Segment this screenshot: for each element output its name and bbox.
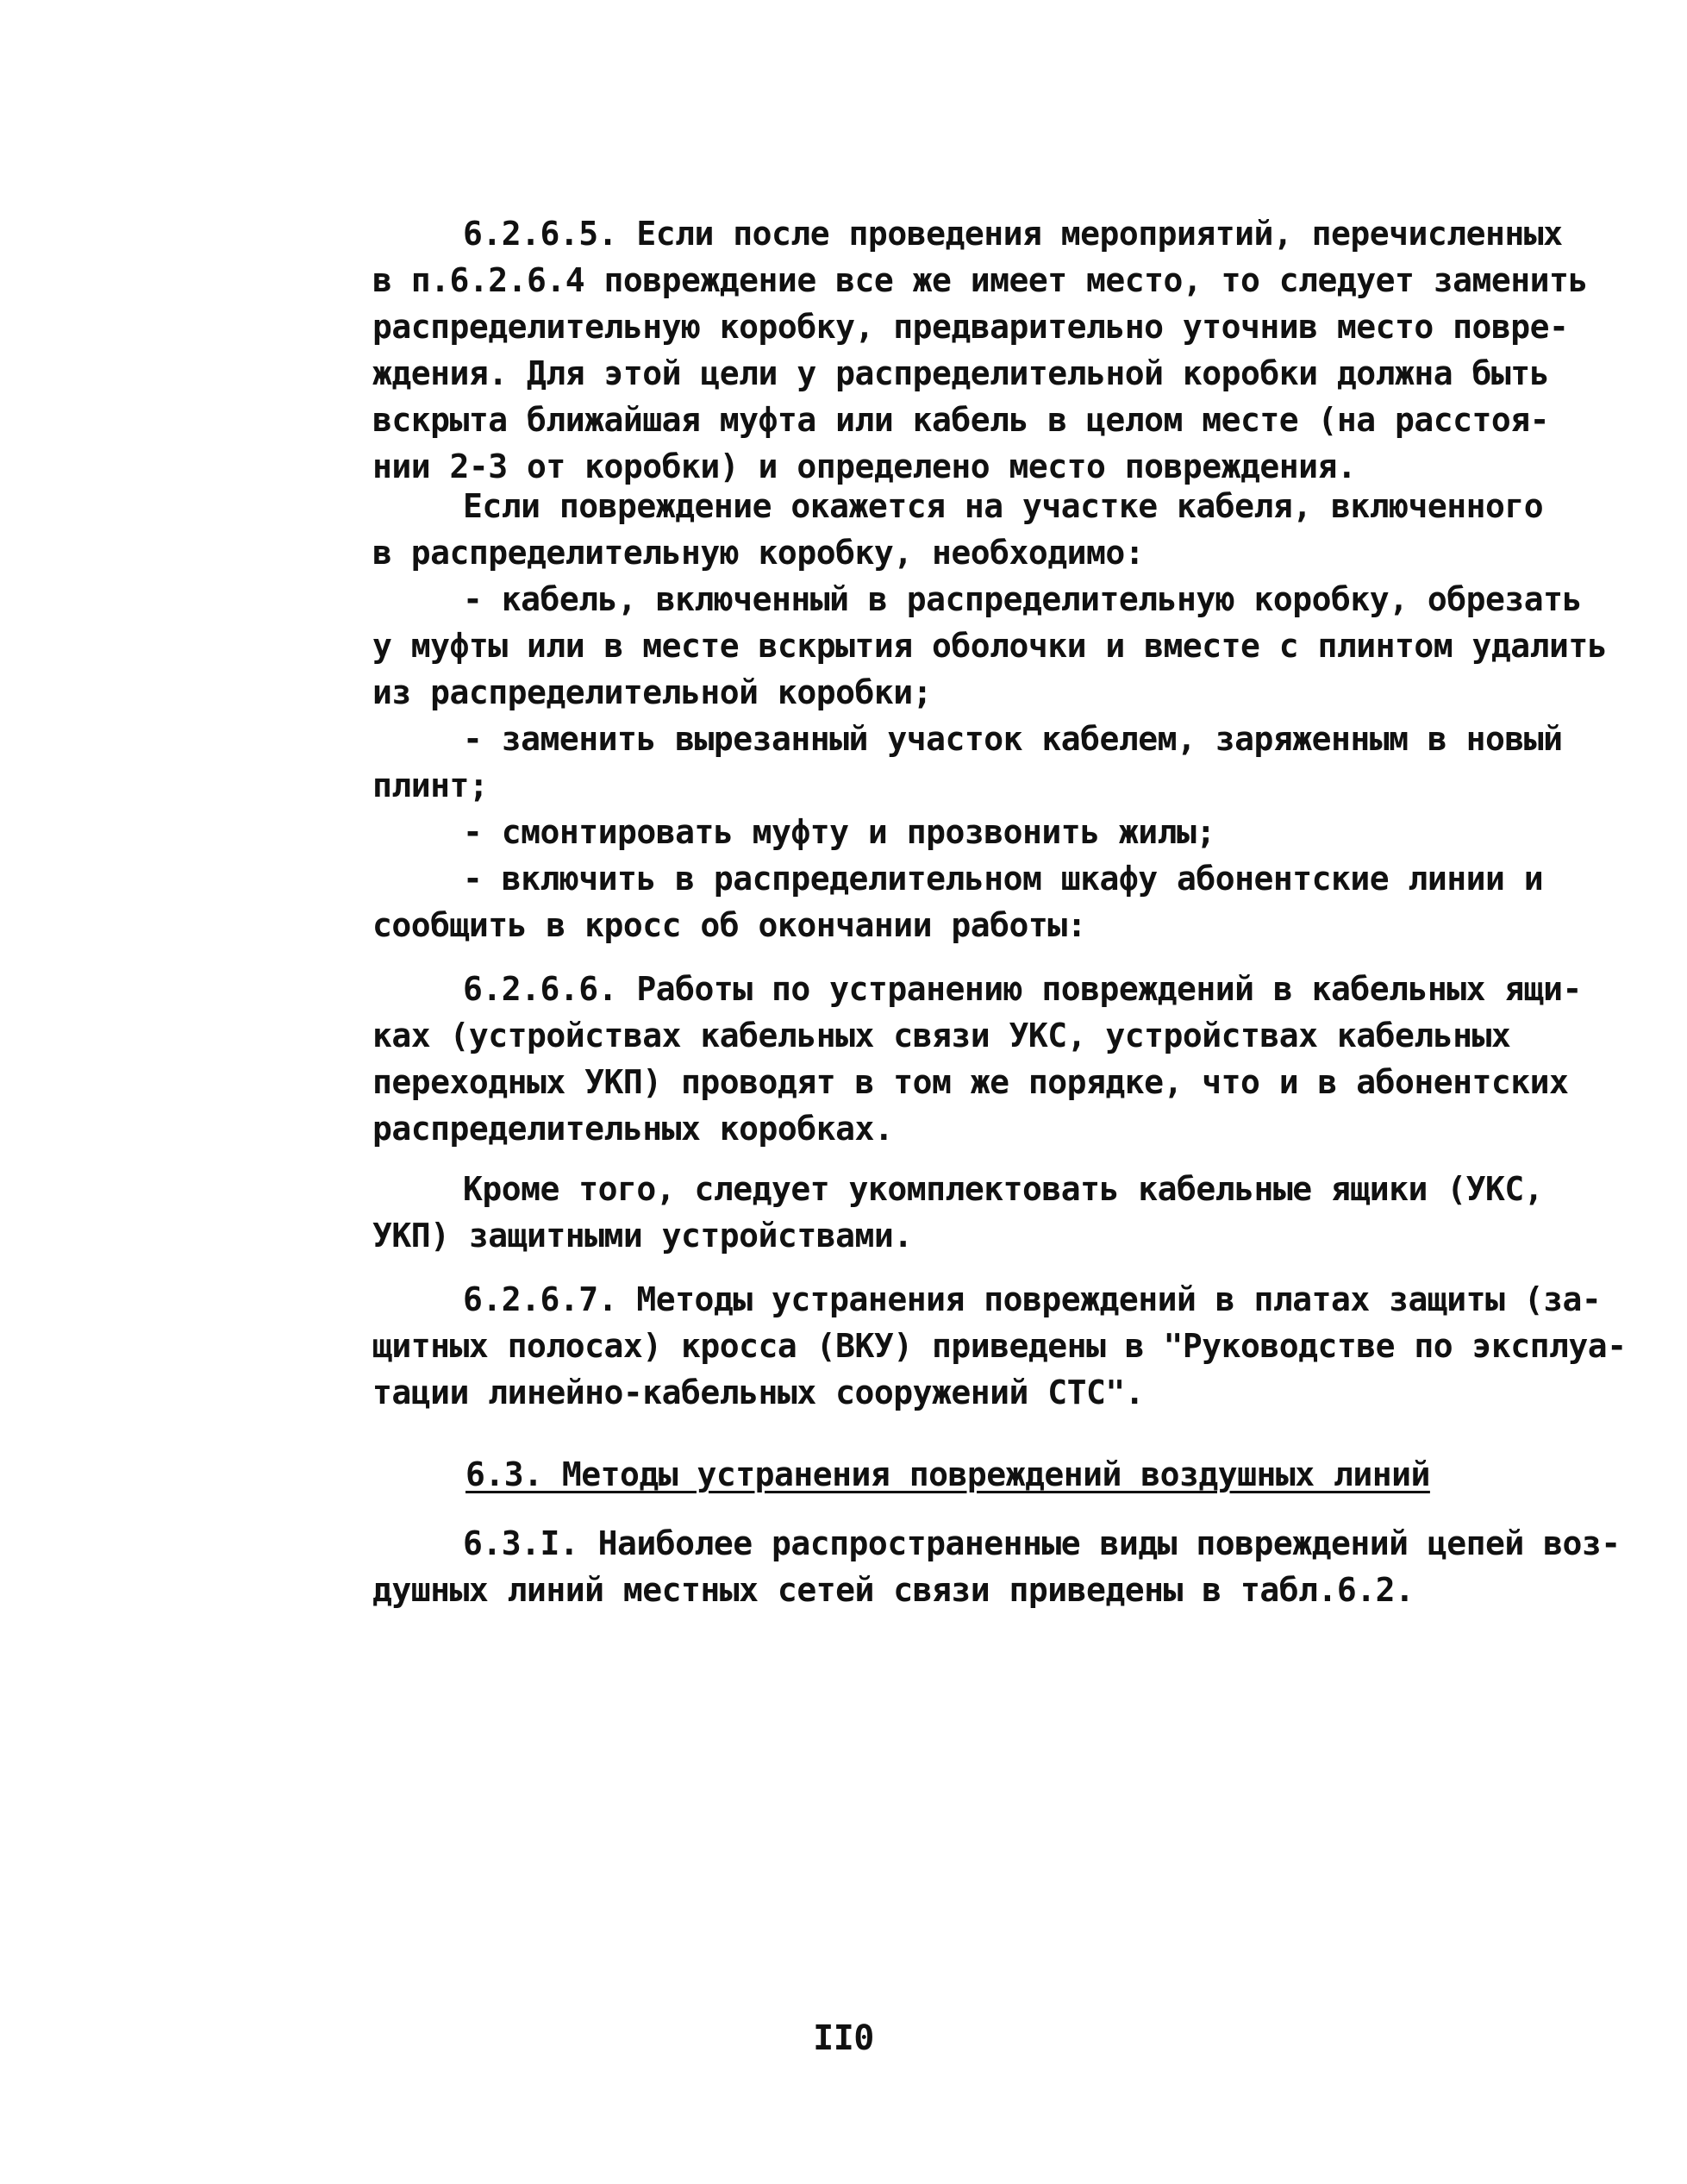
text-line: 6.3.I. Наиболее распространенные виды повреждений цепей воз- [463,1524,1621,1562]
text-line: УКП) защитными устройствами. [372,1217,913,1255]
section-heading: 6.3. Методы устранения повреждений воздушных линий [465,1455,1430,1493]
text-line: распределительных коробках. [372,1110,894,1148]
text-line: в распределительную коробку, необходимо: [372,534,1145,572]
text-line: в п.6.2.6.4 повреждение все же имеет место, то следует заменить [372,261,1588,299]
paragraph-6-2-6-6 [372,966,1582,1152]
list-item: - заменить вырезанный участок кабелем, заряженным в новый [463,720,1563,758]
text-line: сообщить в кросс об окончании работы: [372,906,1086,944]
text-line: душных линий местных сетей связи приведены в табл.6.2. [372,1571,1415,1609]
text-line: ждения. Для этой цели у распределительной коробки должна быть [372,354,1550,392]
list-item: - кабель, включенный в распределительную коробку, обрезать [463,580,1582,618]
text-line: распределительную коробку, предварительно уточнив место повре- [372,308,1569,346]
text-line: Кроме того, следует укомплектовать кабельные ящики (УКС, [463,1170,1544,1208]
paragraph-besides [372,1166,1544,1259]
paragraph-6-2-6-5 [372,210,1588,490]
paragraph-action-list [372,576,1608,948]
text-line: Если повреждение окажется на участке кабеля, включенного [463,487,1544,525]
text-line: 6.2.6.6. Работы по устранению повреждений в кабельных ящи- [463,970,1582,1008]
text-line: из распределительной коробки; [372,673,932,711]
paragraph-6-3-1 [372,1520,1621,1613]
text-line: 6.2.6.7. Методы устранения повреждений в платах защиты (за- [463,1280,1602,1318]
text-line: нии 2-3 от коробки) и определено место повреждения. [372,447,1357,485]
page-number: II0 [813,2018,874,2058]
text-line: переходных УКП) проводят в том же порядке, что и в абонентских [372,1063,1569,1101]
text-line: вскрыта ближайшая муфта или кабель в целом месте (на расстоя- [372,401,1550,439]
text-line: плинт; [372,767,489,804]
text-line: ках (устройствах кабельных связи УКС, устройствах кабельных [372,1017,1511,1054]
paragraph-6-2-6-7 [372,1276,1627,1416]
list-item: - включить в распределительном шкафу абонентские линии и [463,860,1544,898]
text-line: щитных полосах) кросса (ВКУ) приведены в "Руководстве по эксплуа- [372,1327,1627,1365]
text-line: у муфты или в месте вскрытия оболочки и вместе с плинтом удалить [372,627,1608,665]
text-line: 6.2.6.5. Если после проведения мероприятий, перечисленных [463,215,1563,253]
paragraph-if-damage [372,483,1544,576]
list-item: - смонтировать муфту и прозвонить жилы; [463,813,1215,851]
text-line: тации линейно-кабельных сооружений СТС". [372,1374,1145,1411]
